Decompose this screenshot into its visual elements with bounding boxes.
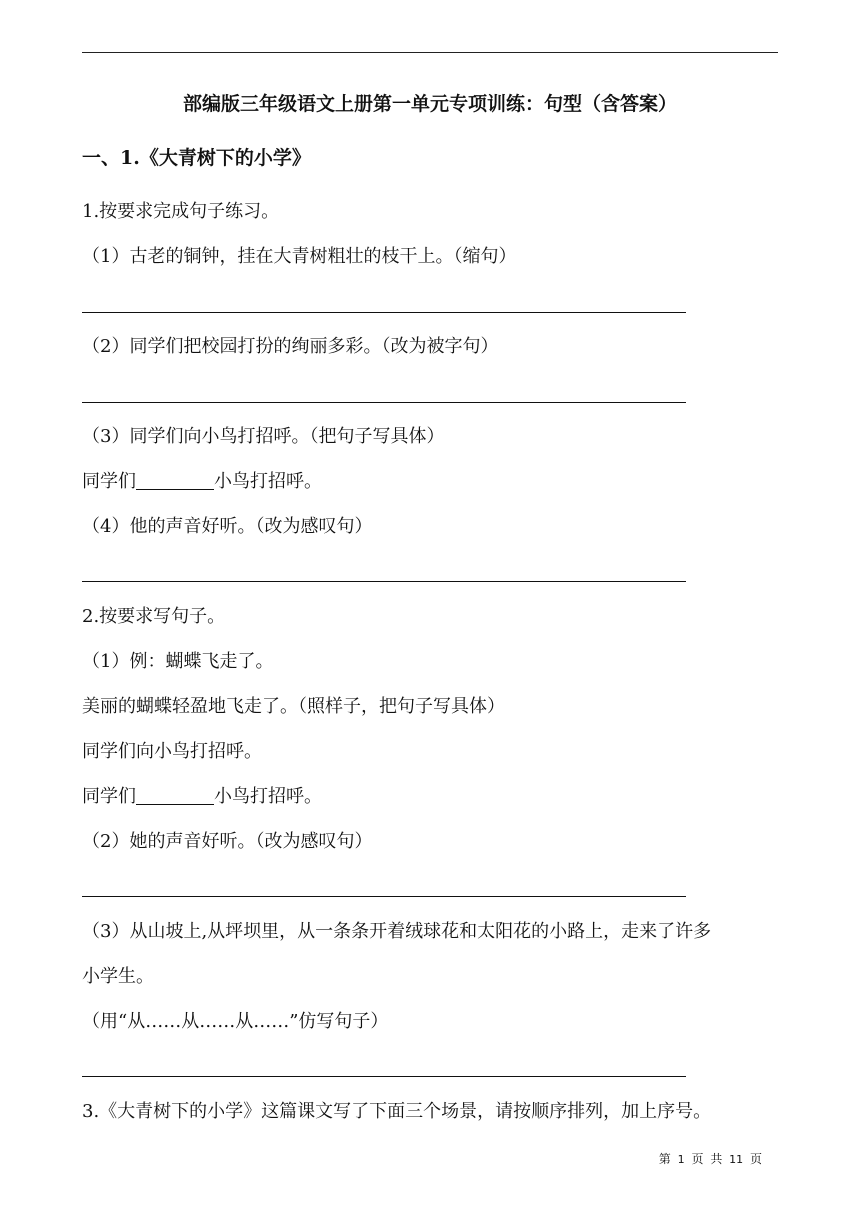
answer-line[interactable] [82,896,686,897]
footer-page-number: 1 [677,1153,685,1166]
question-1-heading: 1.按要求完成句子练习。 [82,201,280,222]
fill-blank[interactable] [136,786,214,805]
question-2-sentence: 同学们向小鸟打招呼。 [82,741,262,762]
question-2-item-2: （2）她的声音好听。（改为感叹句） [82,831,373,852]
footer-page-word: 第 [658,1152,671,1166]
fill-suffix: 小鸟打招呼。 [214,471,322,492]
question-3-text: 3.《大青树下的小学》这篇课文写了下面三个场景，请按顺序排列，加上序号。 [82,1101,712,1122]
answer-line[interactable] [82,581,686,582]
footer-total-number: 11 [729,1153,744,1166]
question-1-item-1: （1）古老的铜钟，挂在大青树粗壮的枝干上。（缩句） [82,246,517,267]
footer-total-word: 共 [710,1152,723,1166]
answer-line[interactable] [82,402,686,403]
question-2-heading: 2.按要求写句子。 [82,606,226,627]
document-title: 部编版三年级语文上册第一单元专项训练：句型（含答案） [182,93,677,115]
answer-line[interactable] [82,1076,686,1077]
question-1-item-4: （4）他的声音好听。（改为感叹句） [82,516,373,537]
footer-total-unit: 页 [749,1152,762,1166]
question-2-example: （1）例：蝴蝶飞走了。 [82,651,274,672]
section-heading: 一、1.《大青树下的小学》 [82,147,311,169]
fill-prefix: 同学们 [82,786,136,807]
question-2-item-3-line-1: （3）从山坡上,从坪坝里，从一条条开着绒球花和太阳花的小路上，走来了许多 [82,921,712,942]
fill-prefix: 同学们 [82,471,136,492]
question-2-item-3-instruction: （用“从……从……从……”仿写句子） [82,1011,389,1032]
answer-line[interactable] [82,312,686,313]
footer-page-unit: 页 [691,1152,704,1166]
header-rule [82,52,778,53]
fill-blank[interactable] [136,471,214,490]
question-2-example-answer: 美丽的蝴蝶轻盈地飞走了。（照样子，把句子写具体） [82,696,505,717]
fill-in-sentence [82,470,322,494]
fill-suffix: 小鸟打招呼。 [214,786,322,807]
question-1-item-3: （3）同学们向小鸟打招呼。（把句子写具体） [82,426,445,447]
question-2-item-3-line-2: 小学生。 [82,966,154,987]
question-1-item-2: （2）同学们把校园打扮的绚丽多彩。（改为被字句） [82,336,499,357]
fill-in-sentence [82,785,322,809]
page-footer [656,1151,762,1168]
